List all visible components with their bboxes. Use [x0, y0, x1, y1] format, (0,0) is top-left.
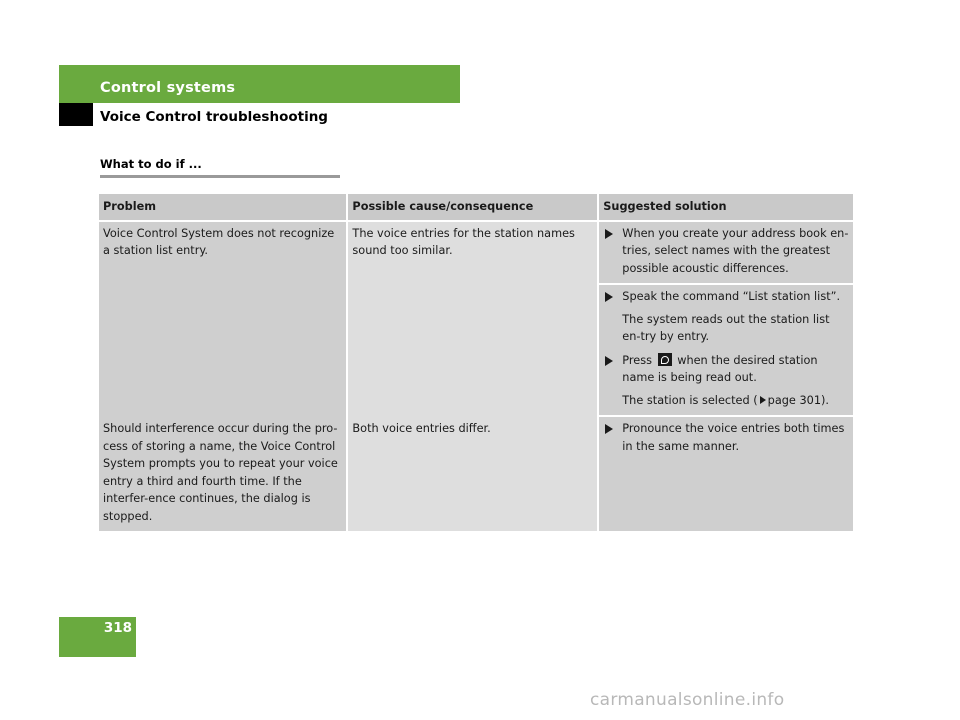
solution-note: The system reads out the station list en-try by entry. [622, 312, 830, 343]
solution-step [603, 225, 849, 278]
triangle-right-icon [605, 424, 613, 434]
troubleshooting-table [99, 194, 853, 531]
column-header-problem: Problem [99, 194, 348, 222]
solution-step-text: When you create your address book en-tries, select names with the greatest possible acoustic differences. [622, 226, 849, 275]
problem-cell: Voice Control System does not recognize a station list entry. [99, 222, 348, 418]
solution-step [603, 420, 849, 455]
solution-step-text-post: when the desired station name is being read out. [622, 353, 818, 384]
page-reference-triangle-icon [760, 396, 766, 404]
section-heading: What to do if ... [100, 157, 202, 171]
triangle-right-icon [605, 356, 613, 366]
problem-cell: Should interference occur during the pro-cess of storing a name, the Voice Control System prompts you to repeat your voice entry a third and fourth time. If the interfer-ence continues, the dialog is stopped. [99, 417, 348, 531]
solution-step [603, 352, 849, 387]
table-row [99, 417, 853, 531]
solution-cell [599, 417, 853, 531]
cause-cell: The voice entries for the station names sound too similar. [348, 222, 599, 418]
triangle-right-icon [605, 292, 613, 302]
solution-note-pre: The station is selected ( [622, 393, 758, 407]
column-header-solution: Suggested solution [599, 194, 853, 222]
solution-cell [599, 222, 853, 286]
cause-cell: Both voice entries differ. [348, 417, 599, 531]
table-row [99, 222, 853, 286]
section-title: Control systems [100, 80, 236, 96]
page-number: 318 [103, 620, 132, 636]
table-header-row [99, 194, 853, 222]
solution-step-text: Speak the command “List station list”. [622, 290, 841, 303]
subsection-title: Voice Control troubleshooting [100, 109, 328, 125]
header-marker [59, 103, 93, 126]
column-header-cause: Possible cause/consequence [348, 194, 599, 222]
solution-step-text-pre: Press [622, 353, 653, 367]
section-rule [100, 175, 340, 178]
solution-note [603, 392, 849, 410]
solution-step [603, 288, 849, 306]
watermark: carmanualsonline.info [590, 690, 785, 710]
solution-step-text: Pronounce the voice entries both times in the same manner. [622, 422, 845, 453]
triangle-right-icon [605, 229, 613, 239]
solution-note-post: page 301). [767, 393, 830, 407]
solution-cell [599, 285, 853, 417]
talk-button-icon [658, 353, 672, 366]
